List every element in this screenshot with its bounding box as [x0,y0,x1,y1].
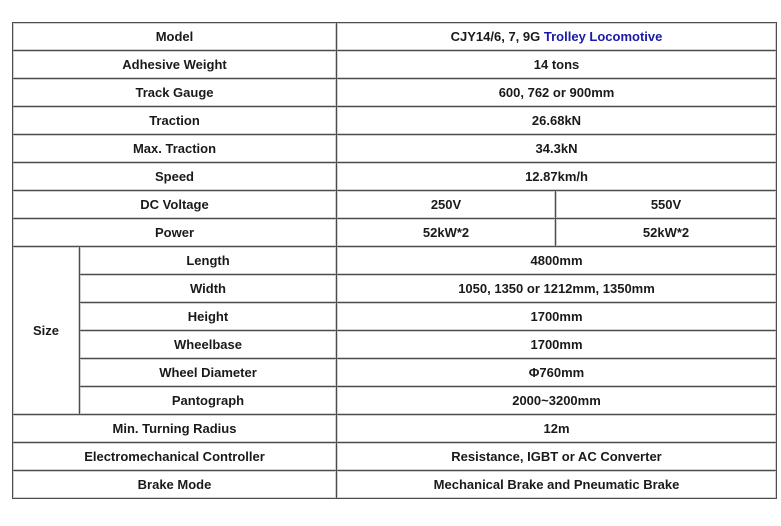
row-label: Model [13,23,337,51]
table-row [13,443,777,471]
table-row [13,331,777,359]
table-row [13,219,777,247]
row-label: Height [80,303,337,331]
row-label: Length [80,247,337,275]
row-label: Brake Mode [13,471,337,499]
table-row [13,79,777,107]
row-value: 26.68kN [337,107,777,135]
table-row [13,387,777,415]
table-row [13,303,777,331]
row-label: Min. Turning Radius [13,415,337,443]
row-label: Speed [13,163,337,191]
row-label: Traction [13,107,337,135]
row-label: Electromechanical Controller [13,443,337,471]
row-label: Wheelbase [80,331,337,359]
row-value-a: 250V [337,191,556,219]
row-label: Track Gauge [13,79,337,107]
row-value: Mechanical Brake and Pneumatic Brake [337,471,777,499]
row-value: 4800mm [337,247,777,275]
table-row [13,163,777,191]
table-row [13,359,777,387]
row-value-b: 550V [556,191,777,219]
row-value: 14 tons [337,51,777,79]
row-label: Power [13,219,337,247]
row-value: 2000~3200mm [337,387,777,415]
row-value-b: 52kW*2 [556,219,777,247]
model-code: CJY14/6, 7, 9G [450,29,541,44]
row-label: Wheel Diameter [80,359,337,387]
table-row [13,107,777,135]
row-value-a: 52kW*2 [337,219,556,247]
table-row [13,191,777,219]
row-label: Adhesive Weight [13,51,337,79]
table-row [13,471,777,499]
row-value [337,23,777,51]
table-row [13,23,777,51]
spec-table [12,22,777,499]
table-row [13,51,777,79]
row-value: 1700mm [337,303,777,331]
table-row [13,247,777,275]
row-value: 1700mm [337,331,777,359]
row-value: Φ760mm [337,359,777,387]
row-value: 600, 762 or 900mm [337,79,777,107]
table-row [13,275,777,303]
row-value: 12.87km/h [337,163,777,191]
trolley-locomotive-link[interactable]: Trolley Locomotive [543,29,663,44]
row-label: Width [80,275,337,303]
row-value: 1050, 1350 or 1212mm, 1350mm [337,275,777,303]
size-group-label: Size [13,247,80,415]
table-row [13,415,777,443]
row-value: Resistance, IGBT or AC Converter [337,443,777,471]
row-value: 12m [337,415,777,443]
row-label: DC Voltage [13,191,337,219]
table-row [13,135,777,163]
row-label: Max. Traction [13,135,337,163]
row-label: Pantograph [80,387,337,415]
row-value: 34.3kN [337,135,777,163]
